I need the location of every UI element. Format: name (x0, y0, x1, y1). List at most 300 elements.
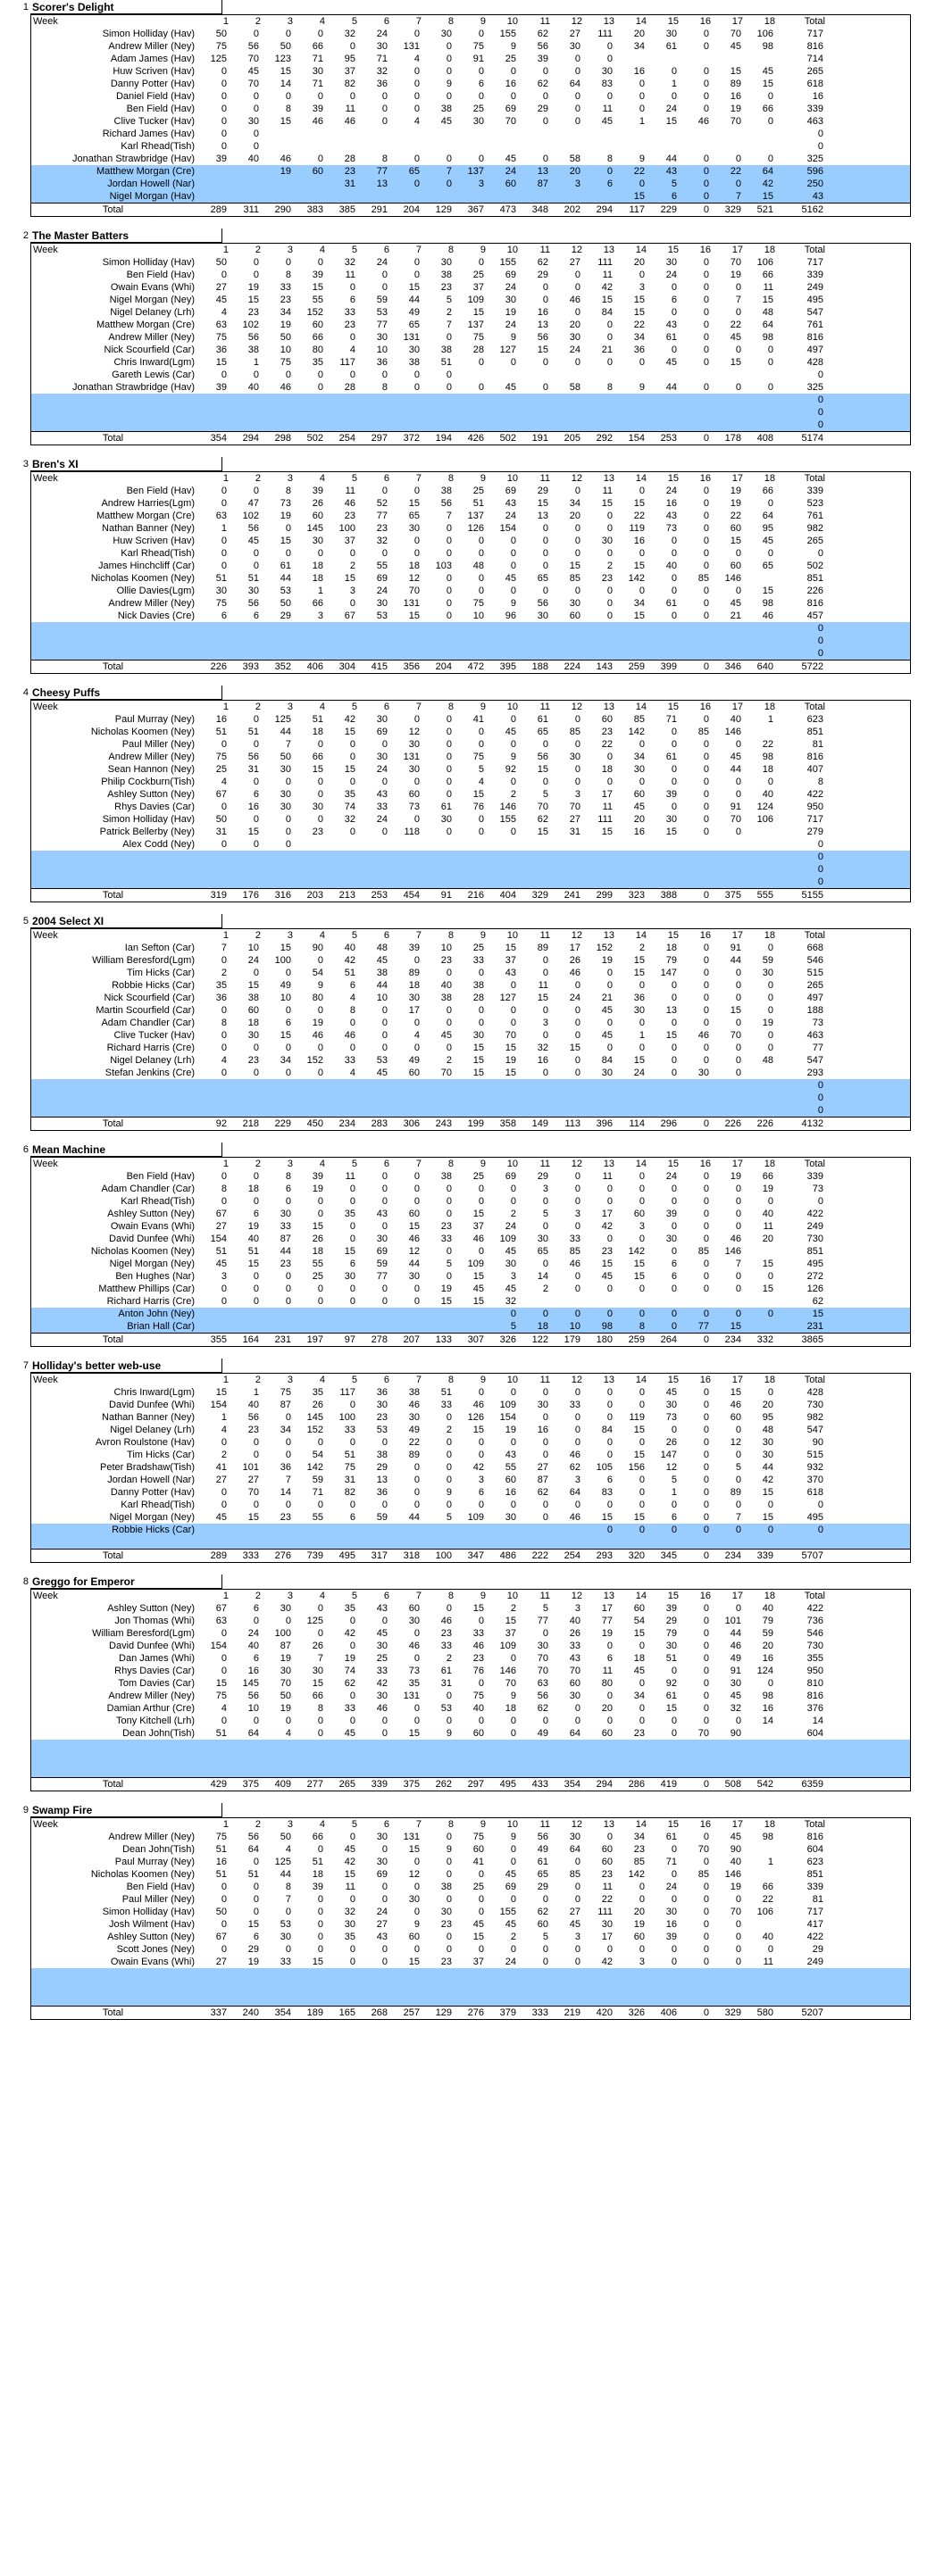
score-cell[interactable]: 15 (762, 191, 773, 202)
week-total[interactable]: 454 (403, 890, 420, 901)
score-cell[interactable]: 66 (762, 104, 773, 114)
score-cell[interactable]: 0 (446, 382, 452, 393)
score-cell[interactable]: 0 (767, 1944, 773, 1955)
week-number[interactable]: 9 (480, 16, 486, 27)
score-cell[interactable]: 15 (633, 307, 645, 318)
score-cell[interactable]: 0 (413, 1043, 420, 1053)
score-cell[interactable]: 0 (703, 1716, 709, 1726)
score-cell[interactable]: 35 (312, 1387, 323, 1398)
score-cell[interactable]: 73 (665, 1412, 677, 1423)
score-cell[interactable] (516, 876, 548, 888)
score-cell[interactable]: 0 (542, 357, 548, 368)
player-total[interactable]: 0 (817, 1080, 823, 1091)
score-cell[interactable] (452, 863, 484, 876)
score-cell[interactable]: 0 (574, 1857, 580, 1867)
score-cell[interactable]: 0 (221, 802, 227, 812)
player-name[interactable]: Jordan Howell (Nar) (107, 1475, 195, 1485)
score-cell[interactable]: 77 (601, 1616, 613, 1626)
score-cell[interactable]: 142 (628, 727, 645, 737)
score-cell[interactable]: 60 (312, 320, 323, 330)
score-cell[interactable]: 0 (542, 295, 548, 305)
player-total[interactable]: 428 (806, 1387, 823, 1398)
score-cell[interactable]: 12 (665, 1462, 677, 1473)
score-cell[interactable] (195, 876, 227, 888)
score-cell[interactable]: 16 (537, 307, 548, 318)
week-number[interactable]: 13 (603, 1819, 614, 1830)
score-cell[interactable]: 0 (606, 332, 613, 343)
player-name[interactable]: Ollie Davies(Lgm) (116, 586, 195, 596)
week-number[interactable]: 3 (287, 1591, 293, 1601)
score-cell[interactable]: 0 (639, 1678, 645, 1689)
score-cell[interactable]: 56 (537, 752, 548, 762)
score-cell[interactable]: 15 (472, 1932, 484, 1942)
score-cell[interactable]: 6 (253, 1653, 259, 1664)
score-cell[interactable]: 0 (671, 586, 677, 596)
score-cell[interactable]: 3 (639, 1957, 645, 1967)
score-cell[interactable] (452, 1993, 484, 2006)
score-cell[interactable]: 30 (633, 1005, 645, 1016)
score-cell[interactable] (516, 1536, 548, 1549)
score-cell[interactable] (259, 1740, 291, 1752)
score-cell[interactable]: 0 (574, 1271, 580, 1282)
week-total[interactable]: 395 (499, 661, 516, 672)
player-total[interactable]: 0 (817, 636, 823, 646)
score-cell[interactable]: 85 (569, 1869, 580, 1880)
score-cell[interactable]: 0 (606, 1184, 613, 1194)
score-cell[interactable]: 0 (542, 1944, 548, 1955)
score-cell[interactable]: 45 (440, 1030, 452, 1041)
score-cell[interactable]: 87 (537, 1475, 548, 1485)
score-cell[interactable]: 15 (730, 66, 741, 77)
player-name[interactable]: Nigel Morgan (Ney) (109, 295, 195, 305)
score-cell[interactable]: 0 (703, 1500, 709, 1510)
score-cell[interactable]: 31 (440, 1678, 452, 1689)
score-cell[interactable] (420, 394, 452, 406)
score-cell[interactable]: 61 (440, 1666, 452, 1676)
score-cell[interactable] (516, 190, 548, 203)
week-number[interactable]: 10 (506, 1591, 518, 1601)
score-cell[interactable]: 2 (510, 1209, 516, 1219)
week-number[interactable]: 17 (731, 1159, 743, 1169)
score-cell[interactable]: 11 (763, 282, 773, 293)
player-name[interactable]: James Hinchcliff (Car) (98, 561, 195, 571)
week-total[interactable]: 197 (306, 1334, 323, 1345)
week-number[interactable]: 18 (764, 930, 775, 941)
score-cell[interactable]: 45 (376, 1628, 388, 1639)
score-cell[interactable]: 0 (703, 1005, 709, 1016)
week-number[interactable]: 16 (699, 1375, 711, 1385)
score-cell[interactable]: 146 (724, 727, 741, 737)
score-cell[interactable]: 0 (606, 611, 613, 621)
score-cell[interactable] (355, 394, 388, 406)
score-cell[interactable]: 51 (215, 1246, 227, 1257)
player-name[interactable]: Simon Holliday (Hav) (102, 814, 195, 825)
score-cell[interactable] (516, 369, 548, 381)
score-cell[interactable]: 25 (472, 270, 484, 280)
score-cell[interactable]: 0 (703, 1666, 709, 1676)
score-cell[interactable] (227, 1536, 259, 1549)
score-cell[interactable] (388, 838, 420, 851)
score-cell[interactable]: 0 (446, 586, 452, 596)
score-cell[interactable]: 0 (542, 955, 548, 966)
score-cell[interactable]: 0 (574, 307, 580, 318)
score-cell[interactable]: 0 (317, 1500, 323, 1510)
week-number[interactable]: 11 (539, 1591, 550, 1601)
score-cell[interactable] (613, 1295, 645, 1308)
score-cell[interactable]: 0 (510, 1944, 516, 1955)
week-number[interactable]: 13 (603, 1375, 614, 1385)
score-cell[interactable]: 24 (505, 511, 516, 521)
score-cell[interactable]: 0 (703, 764, 709, 775)
player-name[interactable]: Clive Tucker (Hav) (113, 116, 195, 127)
score-cell[interactable]: 30 (440, 257, 452, 268)
score-cell[interactable]: 0 (606, 320, 613, 330)
score-cell[interactable]: 24 (505, 1221, 516, 1232)
score-cell[interactable] (484, 1524, 516, 1536)
score-cell[interactable]: 20 (601, 1703, 613, 1714)
score-cell[interactable]: 0 (285, 827, 291, 837)
score-cell[interactable] (741, 838, 773, 851)
player-total[interactable]: 0 (817, 420, 823, 430)
player-total[interactable]: 249 (806, 1957, 823, 1967)
score-cell[interactable]: 0 (413, 1018, 420, 1028)
score-cell[interactable] (195, 1993, 227, 2006)
score-cell[interactable]: 0 (639, 586, 645, 596)
score-cell[interactable]: 0 (703, 1653, 709, 1664)
player-total[interactable]: 422 (806, 789, 823, 800)
score-cell[interactable] (323, 1968, 355, 1981)
score-cell[interactable]: 60 (633, 789, 645, 800)
score-cell[interactable]: 131 (403, 752, 420, 762)
week-total[interactable]: 129 (435, 204, 452, 215)
score-cell[interactable]: 0 (606, 1691, 613, 1701)
score-cell[interactable] (741, 1536, 773, 1549)
score-cell[interactable]: 0 (413, 382, 420, 393)
week-total[interactable]: 129 (435, 2007, 452, 2018)
week-total[interactable]: 149 (531, 1118, 548, 1129)
score-cell[interactable]: 0 (671, 993, 677, 1003)
week-total[interactable]: 0 (703, 2007, 709, 2018)
week-total[interactable]: 367 (467, 204, 484, 215)
score-cell[interactable]: 0 (317, 154, 323, 164)
score-cell[interactable]: 0 (639, 1475, 645, 1485)
player-total[interactable]: 339 (806, 1882, 823, 1892)
score-cell[interactable]: 0 (703, 1907, 709, 1917)
week-total[interactable]: 502 (499, 433, 516, 444)
player-name[interactable] (31, 1104, 195, 1117)
player-total[interactable]: 816 (806, 752, 823, 762)
week-total[interactable]: 0 (703, 1550, 709, 1561)
score-cell[interactable]: 0 (703, 1184, 709, 1194)
player-name[interactable]: Nicholas Koomen (Ney) (90, 727, 195, 737)
score-cell[interactable]: 0 (639, 91, 645, 102)
week-total[interactable]: 218 (242, 1118, 259, 1129)
score-cell[interactable]: 19 (730, 1882, 741, 1892)
score-cell[interactable]: 0 (221, 104, 227, 114)
score-cell[interactable]: 45 (215, 295, 227, 305)
score-cell[interactable]: 27 (569, 29, 580, 39)
score-cell[interactable]: 70 (697, 1844, 709, 1855)
score-cell[interactable]: 0 (606, 1412, 613, 1423)
player-name[interactable]: Adam James (Hav) (110, 54, 195, 64)
week-number[interactable]: 16 (699, 473, 711, 484)
score-cell[interactable]: 34 (280, 1425, 291, 1435)
score-cell[interactable]: 0 (542, 739, 548, 750)
week-number[interactable]: 12 (571, 1375, 582, 1385)
grand-total[interactable]: 5162 (801, 204, 823, 215)
score-cell[interactable] (709, 1104, 741, 1117)
score-cell[interactable]: 0 (317, 1296, 323, 1307)
score-cell[interactable] (516, 140, 548, 153)
score-cell[interactable]: 55 (312, 1259, 323, 1269)
score-cell[interactable]: 45 (472, 1284, 484, 1294)
score-cell[interactable]: 63 (537, 1678, 548, 1689)
score-cell[interactable] (548, 128, 580, 140)
score-cell[interactable]: 46 (472, 1400, 484, 1410)
week-header[interactable]: Week (33, 1591, 58, 1601)
score-cell[interactable] (323, 1536, 355, 1549)
week-total[interactable]: 294 (596, 1779, 613, 1790)
score-cell[interactable]: 43 (505, 498, 516, 509)
score-cell[interactable]: 18 (247, 1184, 259, 1194)
score-cell[interactable]: 62 (537, 1703, 548, 1714)
score-cell[interactable] (452, 635, 484, 647)
score-cell[interactable]: 0 (413, 1703, 420, 1714)
score-cell[interactable]: 0 (703, 191, 709, 202)
score-cell[interactable]: 24 (505, 282, 516, 293)
score-cell[interactable]: 0 (671, 1425, 677, 1435)
score-cell[interactable]: 30 (376, 1234, 388, 1244)
score-cell[interactable]: 69 (376, 1246, 388, 1257)
score-cell[interactable]: 142 (628, 573, 645, 584)
score-cell[interactable]: 0 (606, 523, 613, 534)
score-cell[interactable] (677, 394, 709, 406)
score-cell[interactable] (677, 406, 709, 419)
score-cell[interactable]: 79 (762, 1616, 773, 1626)
score-cell[interactable]: 7 (317, 1653, 323, 1664)
score-cell[interactable] (677, 1981, 709, 1993)
score-cell[interactable] (291, 1968, 323, 1981)
score-cell[interactable] (484, 1752, 516, 1765)
player-name[interactable]: Chris Inward(Lgm) (113, 357, 195, 368)
week-total[interactable]: 259 (628, 661, 645, 672)
player-total[interactable]: 523 (806, 498, 823, 509)
score-cell[interactable] (741, 1993, 773, 2006)
score-cell[interactable]: 18 (247, 1018, 259, 1028)
score-cell[interactable]: 84 (601, 1055, 613, 1066)
score-cell[interactable] (548, 622, 580, 635)
week-total[interactable]: 408 (756, 433, 773, 444)
score-cell[interactable]: 33 (344, 1055, 355, 1066)
score-cell[interactable]: 15 (665, 116, 677, 127)
score-cell[interactable]: 0 (446, 1450, 452, 1460)
score-cell[interactable]: 131 (403, 332, 420, 343)
score-cell[interactable]: 1 (253, 357, 259, 368)
score-cell[interactable]: 0 (703, 282, 709, 293)
score-cell[interactable]: 0 (671, 1944, 677, 1955)
score-cell[interactable]: 16 (762, 1703, 773, 1714)
score-cell[interactable]: 0 (735, 307, 741, 318)
score-cell[interactable]: 0 (574, 1703, 580, 1714)
score-cell[interactable]: 0 (767, 1196, 773, 1207)
week-total[interactable]: 345 (660, 1550, 677, 1561)
week-total[interactable]: 188 (531, 661, 548, 672)
score-cell[interactable]: 46 (472, 1234, 484, 1244)
score-cell[interactable]: 117 (339, 357, 355, 368)
player-total[interactable]: 932 (806, 1462, 823, 1473)
score-cell[interactable]: 101 (242, 1462, 259, 1473)
score-cell[interactable]: 5 (510, 1321, 516, 1332)
score-cell[interactable]: 0 (606, 1832, 613, 1842)
score-cell[interactable]: 16 (247, 1666, 259, 1676)
score-cell[interactable]: 22 (762, 1894, 773, 1905)
score-cell[interactable] (323, 635, 355, 647)
score-cell[interactable]: 0 (671, 307, 677, 318)
score-cell[interactable] (709, 1993, 741, 2006)
score-cell[interactable]: 2 (221, 968, 227, 978)
score-cell[interactable]: 15 (633, 295, 645, 305)
score-cell[interactable]: 45 (505, 1246, 516, 1257)
score-cell[interactable]: 0 (221, 370, 227, 380)
score-cell[interactable]: 10 (376, 345, 388, 355)
week-number[interactable]: 1 (222, 1375, 229, 1385)
score-cell[interactable]: 42 (344, 1857, 355, 1867)
score-cell[interactable]: 0 (285, 1196, 291, 1207)
week-total[interactable]: 339 (371, 1779, 388, 1790)
week-number[interactable]: 12 (571, 245, 582, 255)
week-total[interactable]: 243 (435, 1118, 452, 1129)
score-cell[interactable]: 0 (510, 561, 516, 571)
score-cell[interactable]: 27 (376, 1919, 388, 1930)
score-cell[interactable] (420, 1308, 452, 1320)
score-cell[interactable]: 15 (280, 1030, 291, 1041)
score-cell[interactable]: 0 (703, 1055, 709, 1066)
score-cell[interactable]: 26 (569, 1628, 580, 1639)
score-cell[interactable]: 0 (703, 1437, 709, 1448)
player-total[interactable]: 851 (806, 573, 823, 584)
score-cell[interactable]: 64 (569, 1487, 580, 1498)
score-cell[interactable]: 2 (446, 1653, 452, 1664)
score-cell[interactable]: 6 (606, 179, 613, 189)
score-cell[interactable]: 0 (349, 91, 355, 102)
score-cell[interactable]: 8 (221, 1184, 227, 1194)
score-cell[interactable]: 95 (762, 1412, 773, 1423)
score-cell[interactable]: 30 (569, 41, 580, 52)
week-total[interactable]: 226 (756, 1118, 773, 1129)
score-cell[interactable]: 106 (756, 1907, 773, 1917)
week-number[interactable]: 13 (603, 16, 614, 27)
score-cell[interactable]: 15 (472, 1055, 484, 1066)
score-cell[interactable]: 56 (247, 332, 259, 343)
score-cell[interactable]: 0 (574, 1412, 580, 1423)
score-cell[interactable] (516, 838, 548, 851)
score-cell[interactable] (420, 622, 452, 635)
score-cell[interactable]: 64 (569, 1844, 580, 1855)
score-cell[interactable] (548, 1524, 580, 1536)
score-cell[interactable]: 73 (408, 1666, 420, 1676)
score-cell[interactable] (323, 1981, 355, 1993)
score-cell[interactable]: 5 (542, 1932, 548, 1942)
score-cell[interactable]: 0 (510, 714, 516, 725)
score-cell[interactable] (291, 1752, 323, 1765)
score-cell[interactable]: 18 (312, 1869, 323, 1880)
week-number[interactable]: 10 (506, 930, 518, 941)
week-total[interactable]: 329 (531, 890, 548, 901)
player-name[interactable] (31, 1765, 195, 1777)
score-cell[interactable]: 0 (446, 1271, 452, 1282)
week-number[interactable]: 11 (539, 16, 550, 27)
score-cell[interactable]: 0 (606, 1043, 613, 1053)
score-cell[interactable]: 0 (478, 827, 484, 837)
player-name[interactable]: Huw Scriven (Hav) (113, 536, 195, 546)
score-cell[interactable] (677, 635, 709, 647)
week-total[interactable]: 472 (467, 661, 484, 672)
score-cell[interactable] (388, 190, 420, 203)
score-cell[interactable]: 123 (274, 54, 291, 64)
score-cell[interactable]: 36 (633, 345, 645, 355)
score-cell[interactable] (645, 406, 677, 419)
score-cell[interactable]: 70 (408, 586, 420, 596)
week-number[interactable]: 10 (506, 473, 518, 484)
score-cell[interactable]: 0 (703, 1882, 709, 1892)
score-cell[interactable]: 0 (671, 1284, 677, 1294)
player-name[interactable]: Clive Tucker (Hav) (113, 1030, 195, 1041)
score-cell[interactable]: 56 (247, 752, 259, 762)
score-cell[interactable]: 64 (569, 1728, 580, 1739)
week-total[interactable]: 292 (596, 433, 613, 444)
player-name[interactable]: Andrew Miller (Ney) (108, 332, 195, 343)
player-total[interactable]: 265 (806, 66, 823, 77)
player-name[interactable]: Tony Kitchell (Lrh) (115, 1716, 195, 1726)
score-cell[interactable]: 33 (344, 1703, 355, 1714)
score-cell[interactable] (227, 647, 259, 660)
total-header[interactable]: Total (804, 1819, 825, 1830)
score-cell[interactable]: 0 (542, 1957, 548, 1967)
score-cell[interactable]: 155 (499, 29, 516, 39)
score-cell[interactable] (516, 419, 548, 431)
score-cell[interactable]: 15 (601, 295, 613, 305)
grand-total[interactable]: 5174 (801, 433, 823, 444)
score-cell[interactable]: 0 (221, 1296, 227, 1307)
player-total[interactable]: 717 (806, 814, 823, 825)
score-cell[interactable]: 49 (408, 1425, 420, 1435)
week-total[interactable]: 307 (467, 1334, 484, 1345)
score-cell[interactable]: 35 (344, 789, 355, 800)
score-cell[interactable] (484, 1740, 516, 1752)
week-number[interactable]: 12 (571, 930, 582, 941)
score-cell[interactable]: 0 (478, 1387, 484, 1398)
score-cell[interactable] (388, 1536, 420, 1549)
score-cell[interactable]: 109 (499, 1400, 516, 1410)
player-total[interactable] (773, 1993, 827, 2006)
score-cell[interactable]: 84 (601, 307, 613, 318)
score-cell[interactable]: 69 (505, 1882, 516, 1892)
score-cell[interactable]: 0 (671, 739, 677, 750)
score-cell[interactable]: 0 (317, 1628, 323, 1639)
score-cell[interactable]: 20 (569, 166, 580, 177)
player-name[interactable]: Paul Murray (Ney) (114, 714, 195, 725)
score-cell[interactable] (709, 851, 741, 863)
score-cell[interactable]: 0 (574, 91, 580, 102)
score-cell[interactable]: 0 (349, 1957, 355, 1967)
score-cell[interactable]: 146 (724, 573, 741, 584)
score-cell[interactable]: 3 (574, 789, 580, 800)
player-total[interactable]: 463 (806, 1030, 823, 1041)
player-name[interactable]: Nathan Banner (Ney) (102, 1412, 195, 1423)
score-cell[interactable]: 3 (574, 1932, 580, 1942)
score-cell[interactable]: 30 (537, 1234, 548, 1244)
score-cell[interactable] (580, 838, 613, 851)
